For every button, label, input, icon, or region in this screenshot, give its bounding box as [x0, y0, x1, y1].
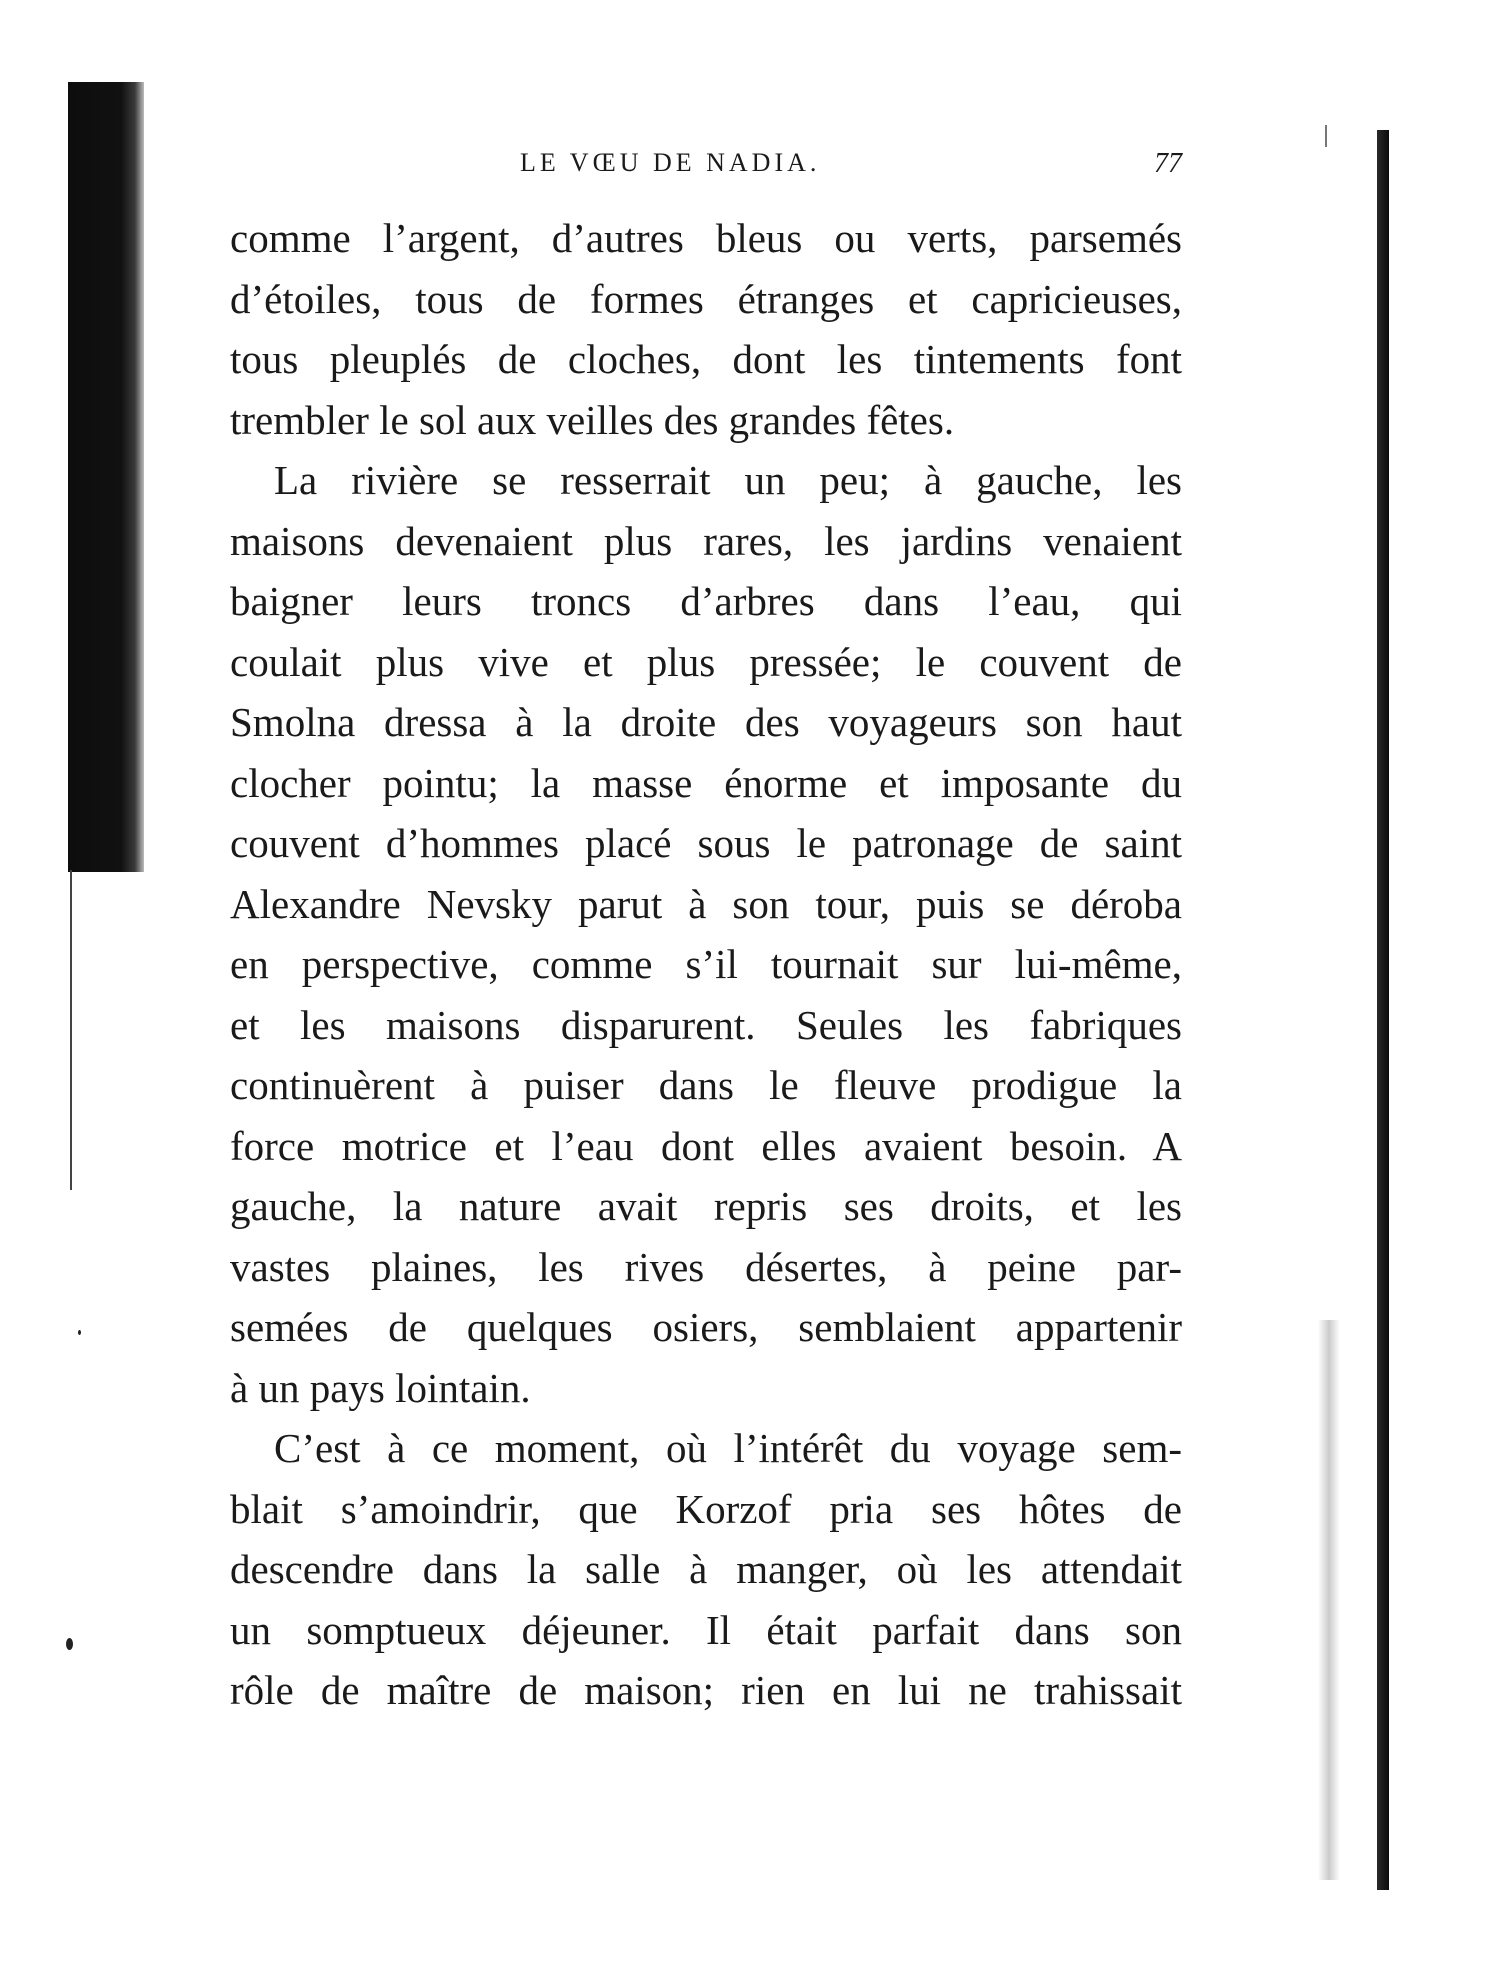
text-line: maisons devenaient plus rares, les jardins venaient	[230, 517, 1182, 564]
text-line: baigner leurs troncs d’arbres dans l’eau, qui	[230, 578, 1182, 624]
text-line: vastes plaines, les rives désertes, à peine par-	[230, 1243, 1182, 1290]
text-line: clocher pointu; la masse énorme et imposante du	[230, 759, 1182, 806]
text-line: coulait plus vive et plus pressée; le couvent de	[230, 638, 1182, 685]
text-line: blait s’amoindrir, que Korzof pria ses hôtes de	[230, 1485, 1182, 1532]
binding-shadow-right	[1377, 130, 1389, 1890]
text-line: La rivière se resserrait un peu; à gauche, les	[274, 457, 1182, 503]
text-line: Alexandre Nevsky parut à son tour, puis se déroba	[230, 880, 1182, 927]
scan-speck	[66, 1638, 73, 1650]
paragraph	[230, 450, 1182, 1418]
text-line: gauche, la nature avait repris ses droits, et les	[230, 1183, 1182, 1229]
running-head	[230, 148, 1182, 188]
text-line: force motrice et l’eau dont elles avaient besoin. A	[230, 1122, 1182, 1169]
scan-speck	[78, 1330, 81, 1335]
text-line: couvent d’hommes placé sous le patronage de saint	[230, 820, 1182, 866]
paragraph	[230, 1418, 1182, 1721]
text-line: tous pleuplés de cloches, dont les tintements font	[230, 336, 1182, 382]
page-number: 77	[1154, 148, 1182, 179]
binding-shade-right	[1318, 1320, 1340, 1880]
text-line: d’étoiles, tous de formes étranges et capricieuses,	[230, 275, 1182, 322]
text-line: descendre dans la salle à manger, où les attendait	[230, 1546, 1182, 1592]
binding-shadow-left	[68, 82, 144, 872]
running-title: LE VŒU DE NADIA.	[520, 148, 821, 177]
text-line: un somptueux déjeuner. Il était parfait dans son	[230, 1606, 1182, 1653]
scan-speck	[1325, 125, 1327, 147]
text-line: rôle de maître de maison; rien en lui ne trahissait	[230, 1667, 1182, 1713]
text-line: trembler le sol aux veilles des grandes fêtes.	[230, 396, 955, 443]
text-line: continuèrent à puiser dans le fleuve prodigue la	[230, 1062, 1182, 1108]
text-line: et les maisons disparurent. Seules les fabriques	[230, 1001, 1182, 1048]
text-line: à un pays lointain.	[230, 1364, 531, 1411]
text-line: Smolna dressa à la droite des voyageurs son haut	[230, 699, 1182, 745]
text-line: en perspective, comme s’il tournait sur lui-même,	[230, 941, 1182, 987]
text-line: C’est à ce moment, où l’intérêt du voyage sem-	[274, 1425, 1182, 1471]
text-line: comme l’argent, d’autres bleus ou verts, parsemés	[230, 215, 1182, 261]
paragraph	[230, 208, 1182, 450]
binding-edge-left	[70, 870, 72, 1190]
body-text	[230, 208, 1182, 1721]
text-line: semées de quelques osiers, semblaient appartenir	[230, 1304, 1182, 1350]
